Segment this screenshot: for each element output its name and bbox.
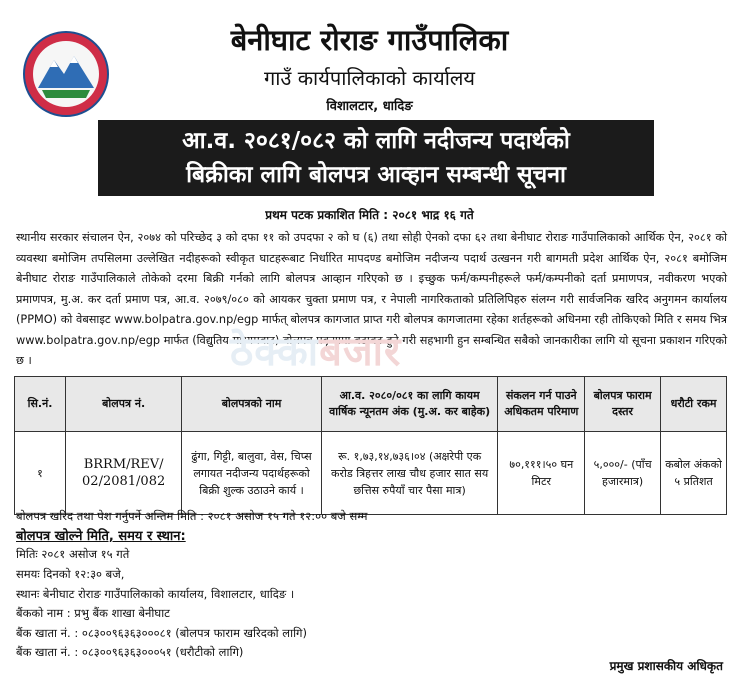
header-form-fee: बोलपत्र फाराम दस्तर [585,377,661,432]
cell-deposit: कबोल अंकको ५ प्रतिशत [661,432,727,515]
cell-bid-name: ढुंगा, गिट्टी, बालुवा, वेस, चिप्स लगायत नदीजन्य पदार्थहरूको बिक्री शुल्क उठाउने कार्य । [182,432,322,515]
office-location: विशालटार, धादिङ [326,99,413,114]
signatory: प्रमुख प्रशासकीय अधिकृत [609,659,723,673]
office-title: गाउँ कार्यपालिकाको कार्यालय [263,66,476,90]
header-deposit: धरौटी रकम [661,377,727,432]
table-row [15,432,727,515]
watermark-part-1: ठेक्का [230,329,320,375]
publish-date: प्रथम पटक प्रकाशित मिति : २०८१ भाद्र १६ गते [265,208,474,222]
notice-title-line-2: बिक्रीका लागि बोलपत्र आव्हान सम्बन्धी सूचना [186,162,566,188]
header-min-amount: आ.व. २०८०/०८१ का लागि कायम वार्षिक न्यूनतम अंक (मु.अ. कर बाहेक) [321,377,498,432]
cell-form-fee: ५,०००/- (पाँच हजारमात्र) [585,432,661,515]
header-bid-name: बोलपत्रको नाम [182,377,322,432]
bank-account-form: बैंक खाता नं. : ०८३००९६३६३०००८१ (बोलपत्र फाराम खरिदको लागि) [16,626,308,640]
table-header-row [15,377,727,432]
bank-name: बैंकको नाम : प्रभु बैंक शाखा बेनीघाट [16,606,170,620]
notice-title-box [98,120,654,196]
header-max-quantity: संकलन गर्न पाउने अधिकतम परिमाण [498,377,585,432]
municipality-title: बेनीघाट रोराङ गाउँपालिका [230,23,509,57]
watermark [230,322,401,377]
bank-account-deposit: बैंक खाता नं. : ०८३००९६३६३०००५१ (धरौटीको लागि) [16,645,244,659]
opening-place: स्थानः बेनीघाट रोराङ गाउँपालिकाको कार्यालय, विशालटार, धादिङ । [16,587,295,601]
header-sn: सि.नं. [15,377,66,432]
header-bid-no: बोलपत्र नं. [66,377,182,432]
opening-date: मितिः २०८१ असोज १५ गते [16,547,130,561]
cell-min-amount: रू. १,७३,१४,७३६।०४ (अक्षरेपी एक करोड त्रिहत्तर लाख चौध हजार सात सय छत्तिस रुपैयाँ चार पैसा मात्र) [321,432,498,515]
notice-title-line-1: आ.व. २०८१/०८२ को लागि नदीजन्य पदार्थको [182,128,570,154]
bid-table [14,376,727,515]
opening-heading: बोलपत्र खोल्ने मिति, समय र स्थान: [16,529,186,544]
submission-deadline: बोलपत्र खरिद तथा पेश गर्नुपर्ने अन्तिम मिति : २०८१ असोज १५ गते १२:०० बजे सम्म [16,509,368,523]
cell-sn: १ [15,432,66,515]
opening-time: समयः दिनको १२:३० बजे, [16,567,125,581]
notice-body-paragraph: स्थानीय सरकार संचालन ऐन, २०७४ को परिच्छेद ३ को दफा ११ को उपदफा २ को घ (६) तथा सोही ऐनको दफा ६२ तथा बेनीघाट रोराङ गाउँपालिकाको आर्थिक ऐन, २०८१ को व्यवस्था बमोजिम तपसिलमा उल्लेखित नदीहरूको स्वीकृत घाटहरूबाट निर्धारित मापदण्ड बमोजिम नदीजन्य पदार्थ उत्खनन गरी बागमती प्रदेश आर्थिक ऐन, २०८१ बमोजिम बेनीघाट रोराङ गाउँपालिकाले तोकेको दरमा बिक्री गर्नको लागि बोलपत्र आव्हान गरिएको छ । इच्छुक फर्म/कम्पनीहरूले फर्म/कम्पनीको दर्ता प्रमाणपत्र, नवीकरण भएको प्रमाणपत्र, मु.अ. कर दर्ता प्रमाण पत्र, आ.व. २०७९/०८० को आयकर चुक्ता प्रमाण पत्र, र नेपाली नागरिकताको प्रतिलिपिहरु संलग्न गरी सार्वजनिक खरिद अनुगमन कार्यालय (PPMO) को वेबसाइट www.bolpatra.gov.np/egp मार्फत् बोलपत्र कागजात प्राप्त गरी बोलपत्र कागजातमा रहेका शर्तहरूको अधिनमा रही तोकिएको मिति र समय भित्र www.bolpatra.gov.np/egp मार्फत (विद्युतिय माध्यमबाट) बोलपत्र प्रकृयामा बढाबढ हुने गरी सहभागी हुन सम्बन्धित सबैको जानकारीका लागि यो सूचना प्रकाशन गरिएको छ । [16,231,727,367]
cell-max-quantity: ७०,१११।५० घन मिटर [498,432,585,515]
cell-bid-no: BRRM/REV/ 02/2081/082 [66,432,182,515]
watermark-part-2: बजार [319,329,402,375]
